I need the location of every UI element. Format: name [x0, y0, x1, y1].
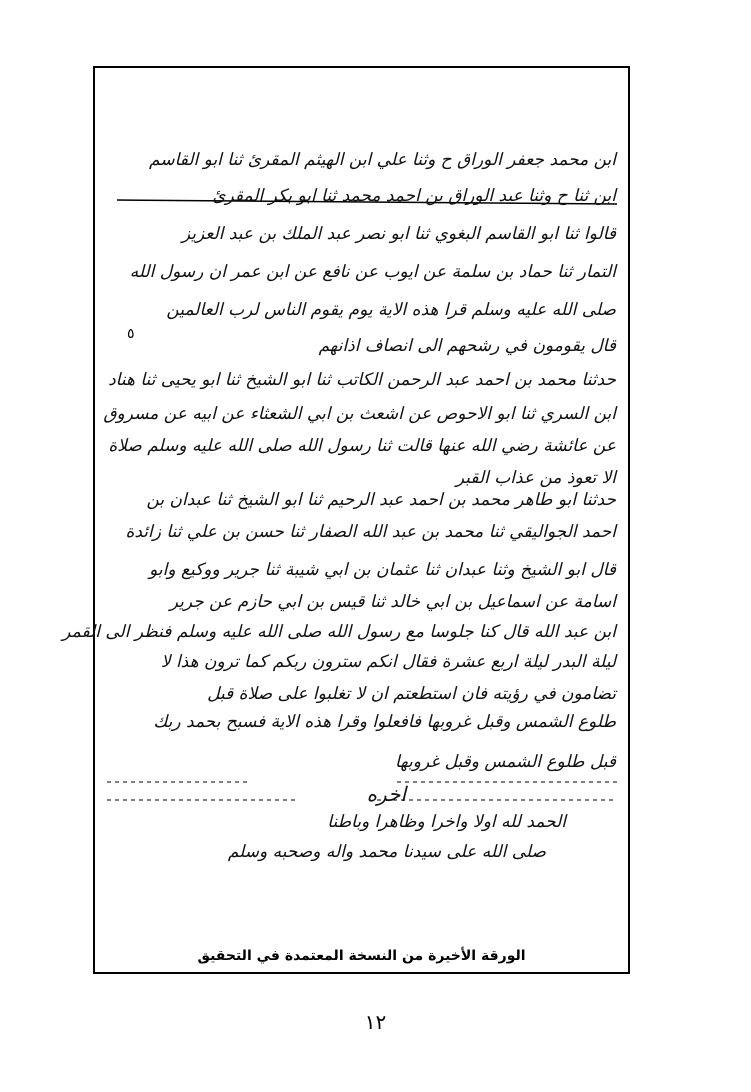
manuscript-line: طلوع الشمس وقبل غروبها فافعلوا وقرا هذه الاية فسبح بحمد ربك [153, 712, 616, 732]
manuscript-line: حدثنا ابو طاهر محمد بن احمد عبد الرحيم ثنا ابو الشيخ ثنا عبدان بن [146, 490, 616, 510]
svg-text:٥: ٥ [127, 326, 135, 342]
manuscript-frame [62, 66, 630, 974]
manuscript-line: اسامة عن اسماعيل بن ابي خالد ثنا قيس بن ابي حازم عن جرير [169, 592, 616, 612]
manuscript-line: احمد الجواليقي ثنا محمد بن عبد الله الصفار ثنا حسن بن علي ثنا زائدة [125, 522, 616, 542]
manuscript-line: ليلة البدر ليلة اربع عشرة فقال انكم سترون ربكم كما ترون هذا لا [160, 652, 616, 672]
manuscript-line: قال ابو الشيخ وثنا عبدان ثنا عثمان بن ابي شيبة ثنا جرير ووكيع وابو [149, 560, 616, 580]
manuscript-line: الحمد لله اولا واخرا وظاهرا وباطنا [327, 812, 566, 832]
manuscript-line: صلى الله عليه وسلم قرا هذه الاية يوم يقوم الناس لرب العالمين [166, 300, 616, 320]
manuscript-line: قبل طلوع الشمس وقبل غروبها [395, 752, 616, 772]
manuscript-image [62, 70, 626, 930]
manuscript-line: ابن محمد جعفر الوراق ح وثنا علي ابن الهيثم المقرئ ثنا ابو القاسم [149, 150, 616, 170]
manuscript-line: ابن ثنا ح وثنا عبد الوراق بن احمد محمد ثنا ابو بكر المقرئ [212, 186, 616, 206]
manuscript-line: ابن السري ثنا ابو الاحوص عن اشعث بن ابي الشعثاء عن ابيه عن مسروق [103, 404, 616, 424]
manuscript-line: اخره [366, 782, 406, 806]
manuscript-line: التمار ثنا حماد بن سلمة عن ايوب عن نافع عن ابن عمر ان رسول الله [129, 262, 616, 282]
page-number: ١٢ [364, 1010, 387, 1034]
manuscript-line: ابن عبد الله قال كنا جلوسا مع رسول الله صلى الله عليه وسلم فنظر الى القمر [62, 622, 616, 642]
manuscript-line: حدثنا محمد بن احمد عبد الرحمن الكاتب ثنا ابو الشيخ ثنا ابو يحيى ثنا هناد [108, 370, 616, 390]
manuscript-line: صلى الله على سيدنا محمد واله وصحبه وسلم [227, 842, 546, 862]
manuscript-line: قالوا ثنا ابو القاسم البغوي ثنا ابو نصر عبد الملك بن عبد العزيز [181, 224, 616, 244]
manuscript-line: عن عائشة رضي الله عنها قالت ثنا رسول الله صلى الله عليه وسلم صلاة [108, 436, 616, 456]
manuscript-line: قال يقومون في رشحهم الى انصاف اذانهم [318, 336, 616, 356]
figure-caption: الورقة الأخيرة من النسخة المعتمدة في التحقيق [197, 948, 526, 964]
manuscript-line: الا تعوذ من عذاب القبر [455, 468, 616, 488]
manuscript-line: تضامون في رؤيته فان استطعتم ان لا تغلبوا على صلاة قبل [207, 684, 616, 704]
